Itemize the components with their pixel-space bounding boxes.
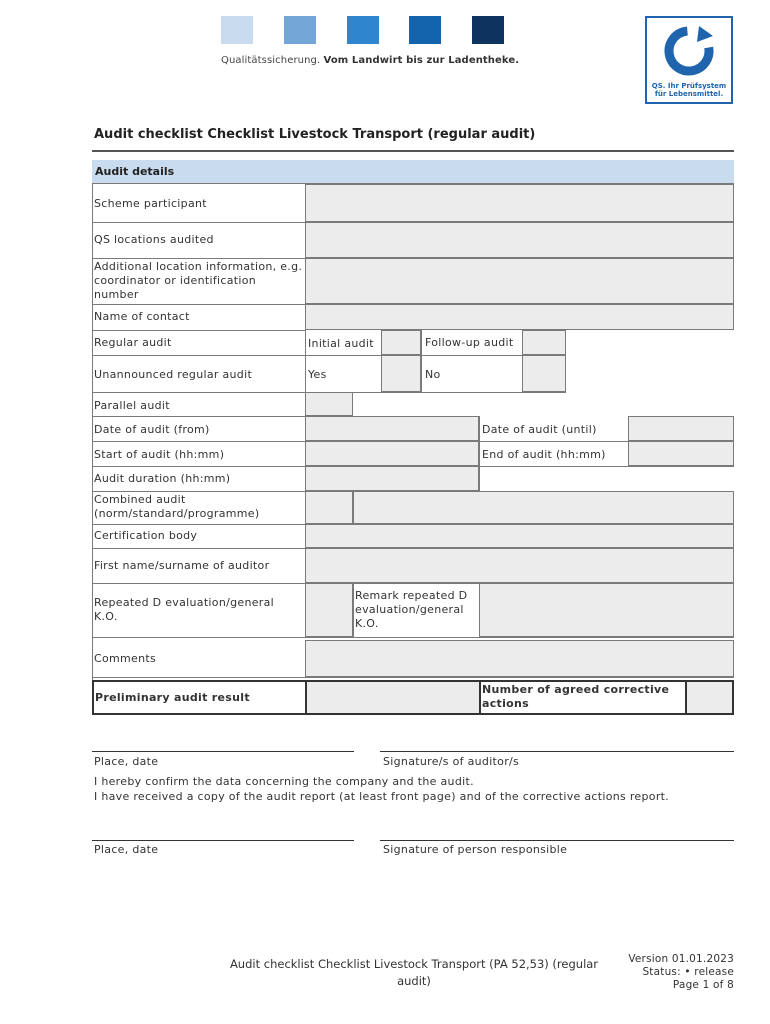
field-corrective[interactable] <box>687 682 732 713</box>
signature-line-auditor <box>380 751 734 752</box>
row-divider <box>92 258 305 259</box>
label-unannounced: Unannounced regular audit <box>94 368 253 381</box>
brand-square-5 <box>472 16 504 44</box>
label-cert-body: Certification body <box>94 529 198 542</box>
footer-version-block <box>628 953 734 992</box>
tagline-regular: Qualitätssicherung. <box>221 55 321 66</box>
checkbox-repeated-d[interactable] <box>305 583 353 637</box>
tagline <box>221 55 519 66</box>
footer-page: Page 1 of 8 <box>672 979 734 991</box>
label-combined: Combined audit (norm/standard/programme) <box>94 493 260 520</box>
field-combined[interactable] <box>353 491 734 524</box>
logo-line-1: QS. Ihr Prüfsystem <box>651 82 727 90</box>
label-responsible-signature: Signature of person responsible <box>383 843 568 856</box>
label-date-from: Date of audit (from) <box>94 423 210 436</box>
checkbox-follow-up-audit[interactable] <box>522 330 566 355</box>
label-comments: Comments <box>94 652 157 665</box>
brand-square-4 <box>409 16 441 44</box>
table-left-border <box>92 183 93 715</box>
field-name-of-contact[interactable] <box>305 304 734 330</box>
brand-square-2 <box>284 16 316 44</box>
column-divider <box>479 416 480 491</box>
title-rule <box>92 150 734 152</box>
label-duration: Audit duration (hh:mm) <box>94 472 231 485</box>
label-additional-info: Additional location information, e.g. coordinator or identification number <box>94 260 303 301</box>
column-divider <box>353 583 354 637</box>
field-auditor-name[interactable] <box>305 548 734 583</box>
signature-line-place-date-2 <box>92 840 354 841</box>
tagline-bold: Vom Landwirt bis zur Ladentheke. <box>323 55 520 66</box>
signature-line-place-date-1 <box>92 751 354 752</box>
field-remark-repeated[interactable] <box>479 583 734 637</box>
label-name-of-contact: Name of contact <box>94 310 190 323</box>
confirm-line-2: I have received a copy of the audit report (at least front page) and of the corrective actions report. <box>94 790 670 803</box>
field-cert-body[interactable] <box>305 524 734 548</box>
label-scheme-participant: Scheme participant <box>94 197 207 210</box>
footer-status: Status: • release <box>642 966 734 978</box>
field-duration[interactable] <box>305 466 479 491</box>
label-qs-locations: QS locations audited <box>94 233 214 246</box>
label-preliminary: Preliminary audit result <box>95 691 250 704</box>
label-parallel-audit: Parallel audit <box>94 399 170 412</box>
label-yes: Yes <box>308 368 327 381</box>
column-divider <box>479 680 481 715</box>
field-additional-info[interactable] <box>305 258 734 304</box>
field-preliminary[interactable] <box>307 682 479 713</box>
label-auditor-name: First name/surname of auditor <box>94 559 270 572</box>
field-date-until[interactable] <box>628 416 734 441</box>
label-no: No <box>425 368 441 381</box>
field-start[interactable] <box>305 441 479 466</box>
row-divider <box>92 637 734 638</box>
label-repeated-d: Repeated D evaluation/general K.O. <box>94 596 275 623</box>
label-regular-audit: Regular audit <box>94 336 172 349</box>
field-comments[interactable] <box>305 640 734 677</box>
field-scheme-participant[interactable] <box>305 184 734 222</box>
qs-logo-icon <box>647 18 731 80</box>
label-follow-up-audit: Follow-up audit <box>425 336 514 349</box>
checkbox-combined[interactable] <box>305 491 353 524</box>
field-date-from[interactable] <box>305 416 479 441</box>
label-corrective: Number of agreed corrective actions <box>482 683 670 710</box>
checkbox-parallel-audit[interactable] <box>305 392 353 416</box>
checkbox-initial-audit[interactable] <box>381 330 421 355</box>
qs-logo <box>645 16 733 104</box>
label-start: Start of audit (hh:mm) <box>94 448 225 461</box>
row-divider <box>92 304 305 305</box>
label-place-date-1: Place, date <box>94 755 159 768</box>
signature-line-responsible <box>380 840 734 841</box>
label-place-date-2: Place, date <box>94 843 159 856</box>
checkbox-no[interactable] <box>522 355 566 392</box>
footer-version: Version 01.01.2023 <box>628 953 734 965</box>
brand-square-3 <box>347 16 379 44</box>
confirm-line-1: I hereby confirm the data concerning the company and the audit. <box>94 775 474 788</box>
row-divider <box>92 222 305 223</box>
document-title: Audit checklist Checklist Livestock Transport (regular audit) <box>94 127 536 142</box>
row-divider <box>92 355 566 356</box>
logo-line-2: für Lebensmittel. <box>654 90 724 98</box>
checkbox-yes[interactable] <box>381 355 421 392</box>
column-divider <box>421 330 422 392</box>
section-header: Audit details <box>92 160 734 183</box>
row-divider <box>92 677 734 678</box>
column-divider <box>305 330 306 392</box>
label-remark-repeated: Remark repeated D evaluation/general K.O. <box>355 589 468 630</box>
label-initial-audit: Initial audit <box>308 337 374 350</box>
field-end[interactable] <box>628 441 734 466</box>
label-date-until: Date of audit (until) <box>482 423 597 436</box>
field-qs-locations[interactable] <box>305 222 734 258</box>
row-divider <box>92 330 305 331</box>
label-auditor-signature: Signature/s of auditor/s <box>383 755 520 768</box>
footer-title: Audit checklist Checklist Livestock Transport (PA 52,53) (regular audit) <box>229 957 599 988</box>
label-end: End of audit (hh:mm) <box>482 448 606 461</box>
brand-square-1 <box>221 16 253 44</box>
